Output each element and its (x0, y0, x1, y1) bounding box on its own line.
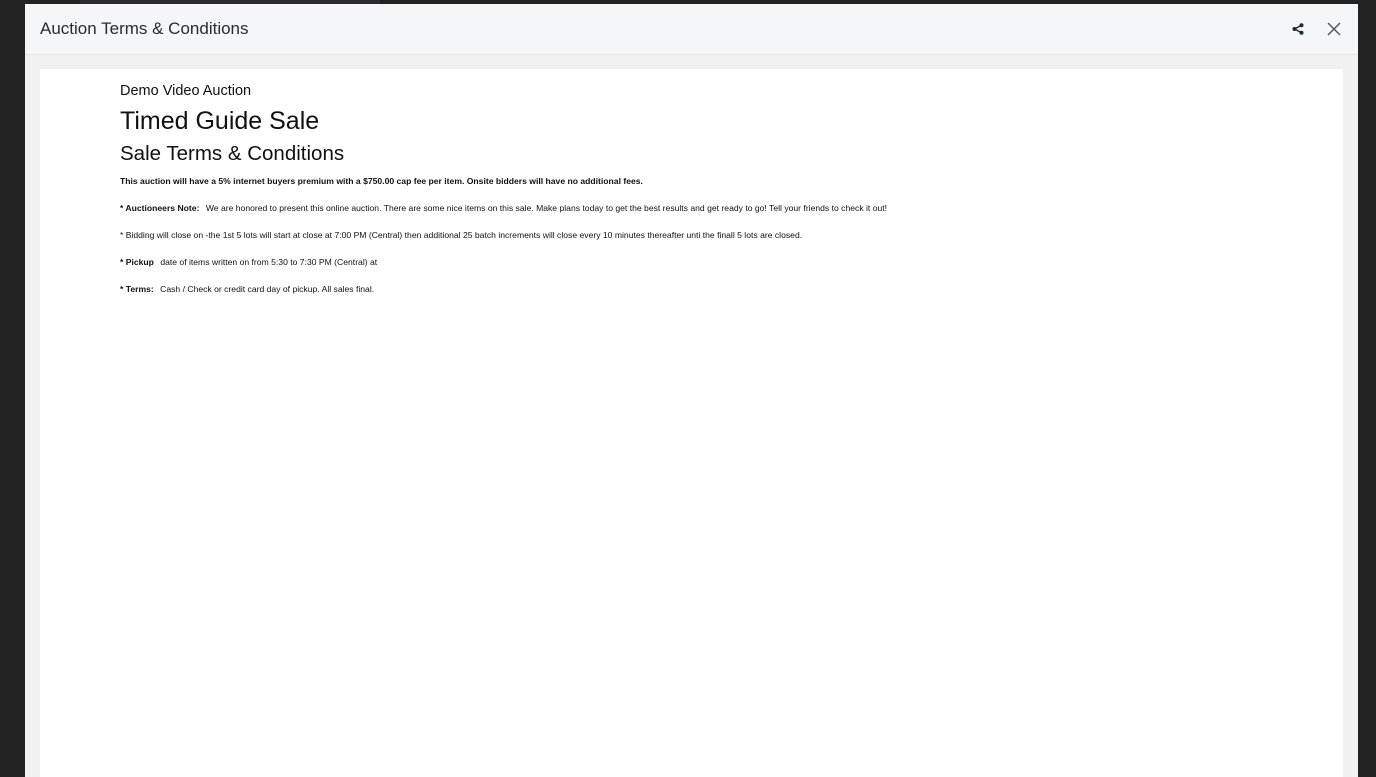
auction-name: Demo Video Auction (120, 83, 252, 99)
auctioneers-note (120, 202, 1300, 214)
terms-document (120, 81, 1300, 295)
terms-heading: Sale Terms & Conditions (120, 142, 345, 165)
terms-document-frame (40, 69, 1343, 777)
modal-title: Auction Terms & Conditions (40, 19, 249, 38)
modal-header (25, 4, 1358, 55)
term-label: * Terms: (120, 284, 154, 294)
pickup-note (120, 256, 1300, 268)
bidding-close-note (120, 229, 1300, 241)
share-icon (1292, 23, 1304, 35)
terms-modal (25, 4, 1358, 777)
premium-note: This auction will have a 5% internet buyers premium with a $750.00 cap fee per item. Onsite bidders will have no additional fees. (120, 176, 643, 186)
close-icon (1327, 22, 1341, 36)
term-text: Cash / Check or credit card day of pickup. All sales final. (160, 284, 375, 294)
sale-title: Timed Guide Sale (120, 107, 320, 135)
term-text: * Bidding will close on -the 1st 5 lots will start at close at 7:00 PM (Central) then additional 25 batch increments will close every 10 minutes thereafter unti the finall 5 lots are closed. (120, 230, 803, 240)
term-text: We are honored to present this online auction. There are some nice items on this sale. Make plans today to get the best results and get ready to go! Tell your friends to check it out! (205, 203, 888, 213)
payment-terms-note (120, 283, 1300, 295)
term-label: * Auctioneers Note: (120, 203, 200, 213)
share-button[interactable] (1286, 17, 1310, 41)
close-button[interactable] (1322, 17, 1346, 41)
term-text: date of items written on from 5:30 to 7:30 PM (Central) at (160, 257, 378, 267)
term-label: * Pickup (120, 257, 154, 267)
